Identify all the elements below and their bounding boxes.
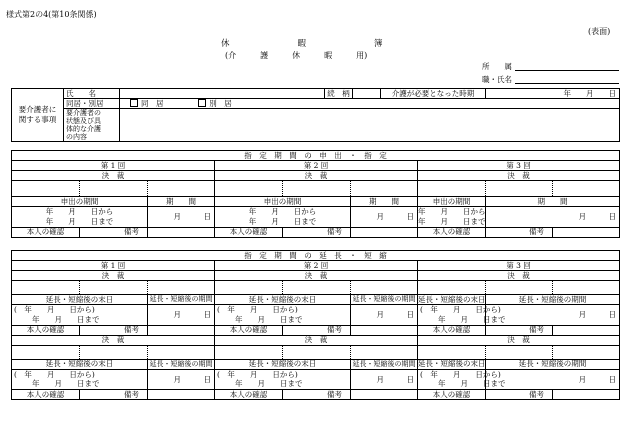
self-confirm-label-2: 本人の確認 [215, 227, 283, 237]
period-days-2[interactable]: 月 日 [351, 207, 418, 228]
name-label: 氏 名 [64, 89, 120, 99]
ext-stamp-a3c[interactable] [553, 281, 620, 295]
ext-stamp-b2a[interactable] [215, 345, 283, 359]
ext-period-label-a1: 延長・短縮後の期間 [149, 295, 213, 303]
ext-remarks-b2[interactable] [351, 390, 418, 400]
ext-end-date-label-a3: 延長・短縮後の末日 [418, 294, 486, 304]
remarks-label-1: 備考 [80, 227, 148, 237]
ext-approval-b2: 決 裁 [215, 335, 418, 345]
condition-label: 要介護者の 状態及び具 体的な介護 の内容 [64, 109, 120, 142]
ext-period-label-b2: 延長・短縮後の期間 [352, 359, 416, 368]
ext-remarks-a3[interactable] [553, 325, 620, 335]
form-title: 休 暇 簿 [221, 39, 383, 49]
approval-stamp-3a[interactable] [418, 181, 486, 197]
ext-confirm-b2: 本人の確認 [215, 390, 283, 400]
ext-stamp-b3c[interactable] [553, 345, 620, 359]
ext-approval-b3: 決 裁 [418, 335, 620, 345]
ext-period-label-a2: 延長・短縮後の期間 [352, 295, 416, 303]
designation-approval-1: 決 裁 [12, 171, 215, 181]
request-period-label-3: 申出の期間 [418, 197, 486, 207]
self-confirm-label-3: 本人の確認 [418, 227, 486, 237]
affiliation-label: 所 属 [482, 62, 512, 71]
ext-stamp-a1c[interactable] [148, 281, 215, 295]
ext-dates-b2[interactable]: ( 年 月 日から) 年 月 日まで [215, 369, 351, 390]
condition-field[interactable] [120, 109, 620, 142]
ext-days-a3[interactable]: 月 日 [486, 305, 620, 326]
living-label: 同居・別居 [64, 99, 120, 109]
ext-approval-a3: 決 裁 [418, 271, 620, 281]
ext-confirm-b3: 本人の確認 [418, 390, 486, 400]
period-days-1[interactable]: 月 日 [148, 207, 215, 228]
ext-stamp-b3a[interactable] [418, 345, 486, 359]
ext-remarks-b3[interactable] [553, 390, 620, 400]
remarks-label-3: 備考 [486, 227, 553, 237]
designation-approval-3: 決 裁 [418, 171, 620, 181]
ext-remarks-label-a1: 備考 [80, 325, 148, 335]
ext-approval-a1: 決 裁 [12, 271, 215, 281]
ext-period-label-a3: 延長・短縮後の期間 [486, 295, 620, 305]
position-name-label: 職・氏名 [482, 75, 512, 84]
request-dates-1[interactable]: 年 月 日から 年 月 日まで [12, 207, 148, 228]
position-name-line[interactable] [515, 83, 619, 84]
ext-stamp-a1a[interactable] [12, 281, 80, 295]
designation-col-1: 第 1 回 [12, 161, 215, 171]
designation-header: 指 定 期 間 の 申 出 ・ 指 定 [12, 151, 620, 161]
designation-approval-2: 決 裁 [215, 171, 418, 181]
designation-col-2: 第 2 回 [215, 161, 418, 171]
ext-stamp-b1c[interactable] [148, 345, 215, 359]
ext-end-date-label-b3: 延長・短縮後の末日 [418, 359, 486, 369]
care-start-date[interactable]: 年 月 日 [486, 89, 620, 99]
request-period-label-1: 申出の期間 [12, 197, 148, 207]
ext-dates-b1[interactable]: ( 年 月 日から) 年 月 日まで [12, 369, 148, 390]
ext-days-b1[interactable]: 月 日 [148, 369, 215, 390]
designation-col-3: 第 3 回 [418, 161, 620, 171]
ext-days-a1[interactable]: 月 日 [148, 305, 215, 326]
living-together-checkbox[interactable] [130, 99, 138, 107]
request-dates-2[interactable]: 年 月 日から 年 月 日まで [215, 207, 351, 228]
ext-approval-a2: 決 裁 [215, 271, 418, 281]
ext-remarks-label-b3: 備考 [486, 390, 553, 400]
living-separate-checkbox[interactable] [198, 99, 206, 107]
request-dates-3[interactable]: 年 月 日から 年 月 日まで [418, 207, 486, 226]
approval-stamp-3c[interactable] [553, 181, 620, 197]
ext-dates-a1[interactable]: ( 年 月 日から) 年 月 日まで [12, 305, 148, 326]
form-number: 様式第2の4(第10条関係) [6, 10, 97, 19]
extension-col-2: 第 2 回 [215, 261, 418, 271]
ext-confirm-a2: 本人の確認 [215, 325, 283, 335]
ext-remarks-label-a2: 備考 [283, 325, 351, 335]
ext-stamp-b1a[interactable] [12, 345, 80, 359]
ext-dates-a3[interactable]: ( 年 月 日から) 年 月 日まで [418, 305, 486, 326]
approval-stamp-1c[interactable] [148, 181, 215, 197]
relation-field[interactable] [353, 89, 381, 99]
ext-end-date-label-b1: 延長・短縮後の末日 [12, 359, 148, 369]
request-period-label-2: 申出の期間 [215, 197, 351, 207]
affiliation-line[interactable] [515, 70, 619, 71]
ext-approval-b1: 決 裁 [12, 335, 215, 345]
ext-days-a2[interactable]: 月 日 [351, 305, 418, 326]
self-confirm-label-1: 本人の確認 [12, 227, 80, 237]
ext-end-date-label-b2: 延長・短縮後の末日 [215, 359, 351, 369]
approval-stamp-2a[interactable] [215, 181, 283, 197]
extension-col-1: 第 1 回 [12, 261, 215, 271]
remarks-field-1[interactable] [148, 227, 215, 237]
ext-remarks-a1[interactable] [148, 325, 215, 335]
ext-dates-b3[interactable]: ( 年 月 日から) 年 月 日まで [418, 369, 486, 390]
ext-end-date-label-a1: 延長・短縮後の末日 [12, 295, 148, 305]
approval-stamp-1a[interactable] [12, 181, 80, 197]
side-label: (表面) [588, 27, 611, 36]
ext-stamp-b2b[interactable] [283, 345, 351, 359]
approval-stamp-2c[interactable] [351, 181, 418, 197]
name-field[interactable] [120, 89, 325, 99]
extension-table [11, 250, 620, 400]
form-subtitle: (介 護 休 暇 用) [225, 51, 368, 60]
ext-period-label-b1: 延長・短縮後の期間 [149, 359, 213, 368]
ext-stamp-a3a[interactable] [418, 281, 486, 295]
period-label-2: 期 間 [351, 197, 418, 207]
approval-stamp-3b[interactable] [486, 181, 553, 197]
ext-stamp-a2b[interactable] [283, 281, 351, 295]
living-options: 同 居 別 居 [120, 99, 620, 109]
ext-stamp-b3b[interactable] [486, 345, 553, 359]
designation-table [11, 150, 620, 238]
remarks-label-2: 備考 [283, 227, 351, 237]
care-section-label: 要介護者に 関する事項 [12, 89, 64, 142]
period-label: 介護が必要となった時期 [381, 89, 486, 99]
extension-col-3: 第 3 回 [418, 261, 620, 271]
ext-stamp-b1b[interactable] [80, 345, 148, 359]
ext-remarks-label-b1: 備考 [80, 390, 148, 400]
ext-remarks-a2[interactable] [351, 325, 418, 335]
ext-period-label-b3: 延長・短縮後の期間 [486, 359, 620, 369]
approval-stamp-2b[interactable] [283, 181, 351, 197]
period-label-3: 期 間 [486, 197, 620, 207]
ext-remarks-b1[interactable] [148, 390, 215, 400]
ext-dates-a2[interactable]: ( 年 月 日から) 年 月 日まで [215, 305, 351, 326]
ext-confirm-b1: 本人の確認 [12, 390, 80, 400]
approval-stamp-1b[interactable] [80, 181, 148, 197]
ext-remarks-label-a3: 備考 [486, 325, 553, 335]
ext-stamp-b2c[interactable] [351, 345, 418, 359]
extension-header: 指 定 期 間 の 延 長 ・ 短 縮 [12, 251, 620, 261]
ext-days-b2[interactable]: 月 日 [351, 369, 418, 390]
care-recipient-table [11, 88, 620, 142]
ext-stamp-a1b[interactable] [80, 281, 148, 295]
remarks-field-3[interactable] [553, 227, 620, 237]
ext-confirm-a3: 本人の確認 [418, 325, 486, 335]
period-label-1: 期 間 [148, 197, 215, 207]
period-days-3[interactable]: 月 日 [486, 207, 620, 228]
remarks-field-2[interactable] [351, 227, 418, 237]
relation-label: 続 柄 [325, 89, 353, 99]
ext-remarks-label-b2: 備考 [283, 390, 351, 400]
ext-stamp-a2c[interactable] [351, 281, 418, 295]
ext-stamp-a2a[interactable] [215, 281, 283, 295]
ext-end-date-label-a2: 延長・短縮後の末日 [215, 295, 351, 305]
ext-days-b3[interactable]: 月 日 [486, 369, 620, 390]
ext-stamp-a3b[interactable] [486, 281, 553, 295]
ext-confirm-a1: 本人の確認 [12, 325, 80, 335]
